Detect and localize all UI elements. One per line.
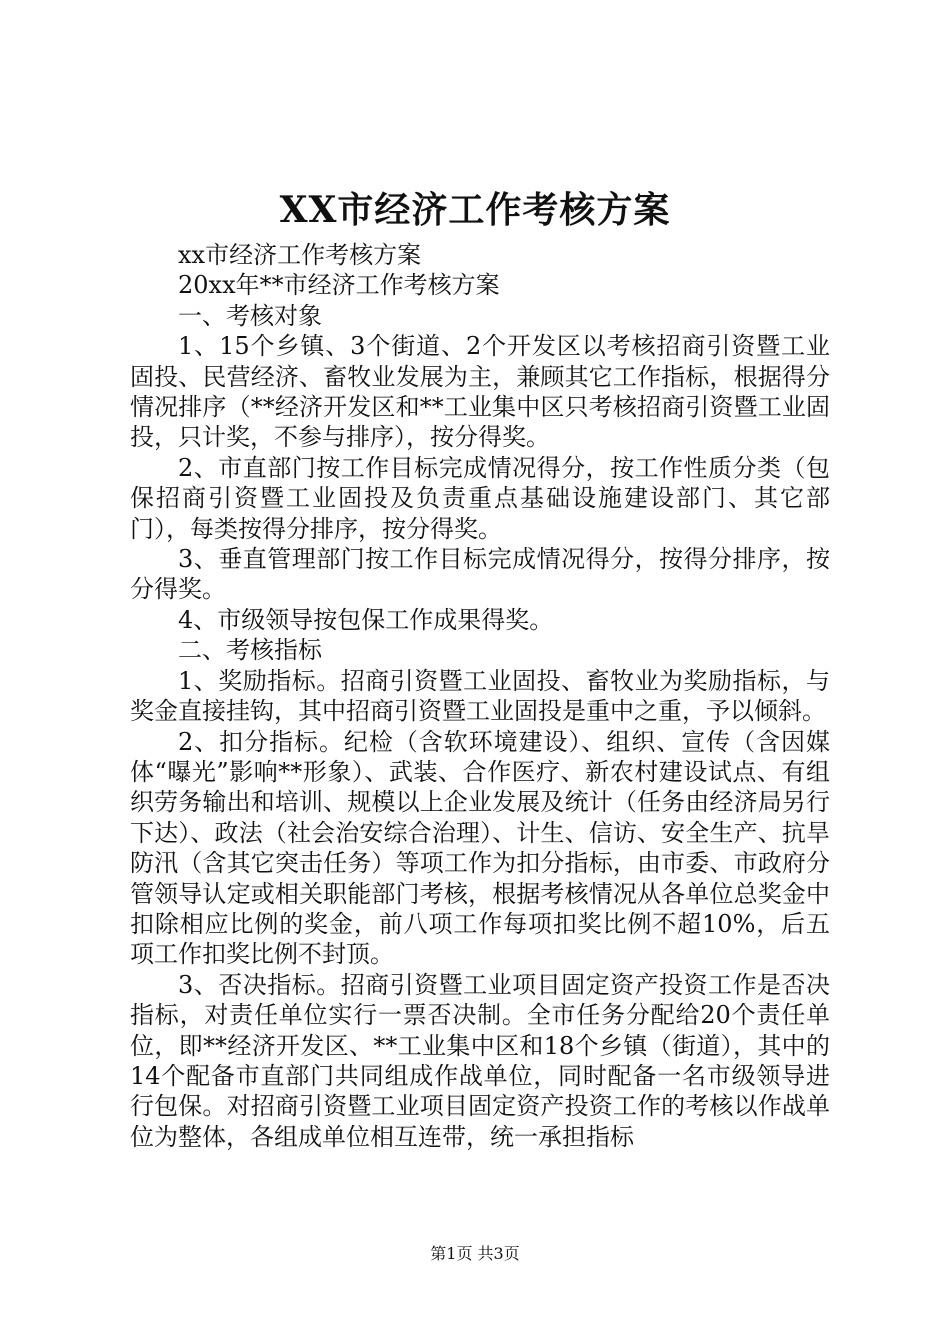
- section-heading: 一、考核对象: [178, 301, 322, 330]
- paragraph: 1、15个乡镇、3个街道、2个开发区以考核招商引资暨工业固投、民营经济、畜牧业发展为主，兼顾其它工作指标，根据得分情况排序（**经济开发区和**工业集中区只考核招商引资暨工业固投，只计奖，不参与排序），按分得奖。: [130, 332, 830, 452]
- paragraph: xx市经济工作考核方案: [178, 241, 422, 269]
- paragraph: 3、否决指标。招商引资暨工业项目固定资产投资工作是否决指标，对责任单位实行一票否决制。全市任务分配给20个责任单位，即**经济开发区、**工业集中区和18个乡镇（街道），其中的14个配备市直部门共同组成作战单位，同时配备一名市级领导进行包保。对招商引资暨工业项目固定资产投资工作的考核以作战单位为整体，各组成单位相互连带，统一承担指标: [130, 970, 830, 1151]
- paragraph: 3、垂直管理部门按工作目标完成情况得分，按得分排序，按分得奖。: [130, 545, 830, 604]
- paragraph: 1、奖励指标。招商引资暨工业固投、畜牧业为奖励指标，与奖金直接挂钩，其中招商引资暨工业固投是重中之重，予以倾斜。: [130, 666, 830, 726]
- section-heading: 二、考核指标: [178, 636, 322, 665]
- paragraph: 4、市级领导按包保工作成果得奖。: [178, 605, 554, 634]
- paragraph: 2、市直部门按工作目标完成情况得分，按工作性质分类（包保招商引资暨工业固投及负责重点基础设施建设部门、其它部门），每类按得分排序，按分得奖。: [130, 453, 830, 543]
- document-title: XX市经济工作考核方案: [279, 189, 671, 231]
- paragraph: 20xx年**市经济工作考核方案: [178, 271, 500, 300]
- document-body: [130, 240, 830, 1152]
- paragraph: 2、扣分指标。纪检（含软环境建设）、组织、宣传（含因媒体“曝光”影响**形象）、武装、合作医疗、新农村建设试点、有组织劳务输出和培训、规模以上企业发展及统计（任务由经济局另行下达）、政法（社会治安综合治理）、计生、信访、安全生产、抗旱防汛（含其它突击任务）等项工作为扣分指标，由市委、市政府分管领导认定或相关职能部门考核，根据考核情况从各单位总奖金中扣除相应比例的奖金，前八项工作每项扣奖比例不超10%，后五项工作扣奖比例不封顶。: [130, 727, 830, 969]
- page-number: 第1页 共3页: [430, 1244, 520, 1263]
